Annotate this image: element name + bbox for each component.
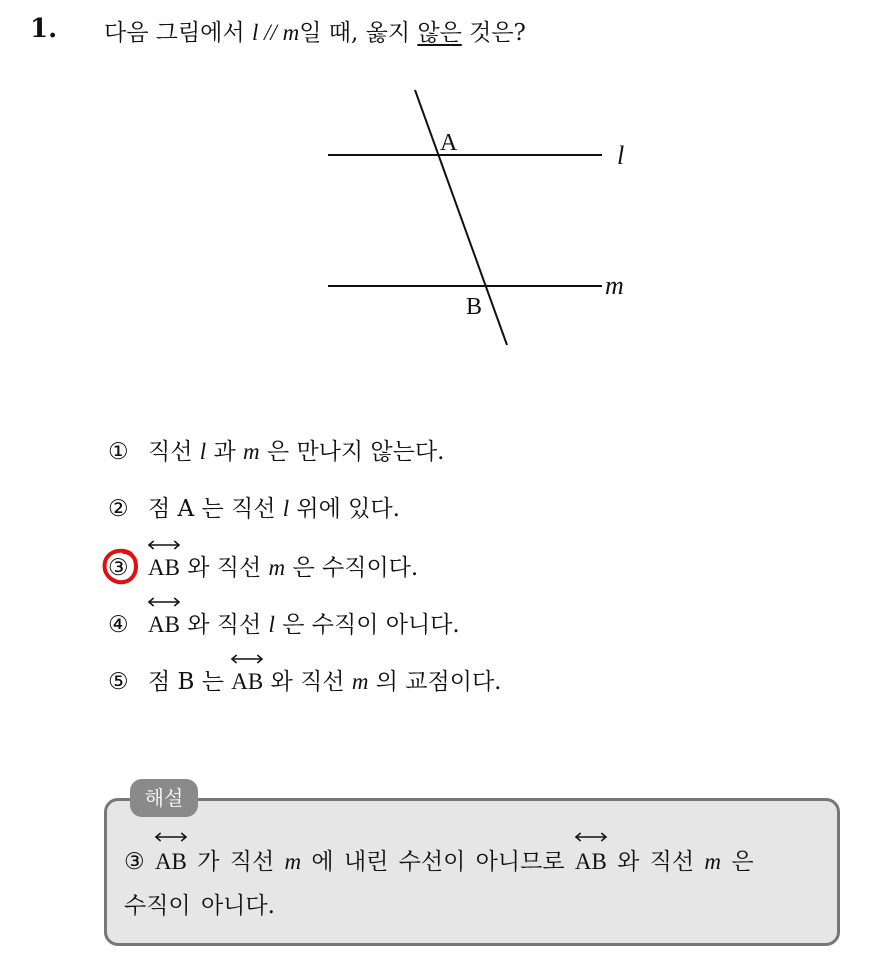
parallel-lines-figure: [300, 80, 660, 360]
solution-fragment: 와 직선: [606, 849, 705, 875]
choice-5[interactable]: [108, 660, 808, 717]
vector-ab: [575, 838, 607, 884]
choice-text: 와 직선: [179, 555, 269, 581]
vector-label: AB: [231, 669, 264, 694]
choice-4[interactable]: [108, 603, 808, 660]
double-arrow-icon: [231, 654, 263, 664]
choice-text: 직선: [148, 439, 200, 465]
vector-ab: [148, 546, 180, 588]
choice-text: 위에 있다.: [289, 496, 400, 522]
double-arrow-icon: [148, 540, 180, 550]
choice-text: 점 A 는 직선: [148, 496, 283, 522]
line-m-label: m: [605, 271, 624, 300]
choice-text: 와 직선: [263, 669, 352, 695]
choice-number: ②: [108, 496, 129, 522]
line-m-symbol: m: [282, 20, 300, 45]
line-l-symbol: l: [251, 20, 259, 45]
choice-text: 의 교점이다.: [368, 669, 502, 695]
parallel-symbol: //: [258, 20, 283, 45]
vector-label: AB: [574, 849, 607, 874]
line-symbol: m: [268, 555, 286, 580]
vector-label: AB: [148, 612, 180, 637]
transversal-line-ab: [415, 90, 507, 345]
solution-number: ③: [124, 849, 145, 875]
choice-text: 과: [206, 439, 243, 465]
choice-text: 점 B 는: [148, 669, 232, 695]
line-symbol: m: [284, 849, 302, 874]
line-symbol: l: [199, 439, 207, 464]
choice-2[interactable]: [108, 489, 808, 546]
question-number: 1.: [30, 14, 58, 44]
double-arrow-icon: [155, 832, 187, 842]
stem-text-middle: 일 때, 옳지: [299, 20, 418, 46]
vector-label: AB: [154, 849, 187, 874]
solution-fragment: 에 내린 수선이 아니므로: [301, 849, 575, 875]
line-l-label: l: [617, 141, 625, 170]
choice-number: ④: [108, 612, 129, 638]
answer-choices: [108, 432, 808, 717]
choice-text: 와 직선: [179, 612, 269, 638]
vector-ab: [231, 660, 263, 702]
point-b-label: B: [466, 294, 483, 320]
question-stem: [104, 14, 526, 47]
choice-number: ①: [108, 439, 129, 465]
line-symbol: m: [351, 669, 369, 694]
stem-underlined-word: 않은: [417, 20, 462, 46]
solution-line-2: 수직이 아니다.: [124, 893, 275, 919]
line-symbol: m: [704, 849, 722, 874]
double-arrow-icon: [575, 832, 607, 842]
line-symbol: m: [242, 439, 260, 464]
solution-fragment: 가 직선: [186, 849, 285, 875]
solution-line-1: [124, 838, 824, 884]
stem-text-after: 것은?: [461, 20, 526, 46]
line-symbol: l: [282, 496, 290, 521]
solution-text: [124, 838, 824, 928]
choice-text: 은 수직이다.: [285, 555, 419, 581]
double-arrow-icon: [148, 597, 180, 607]
line-symbol: l: [268, 612, 275, 637]
choice-number: ③: [108, 555, 129, 581]
choice-3[interactable]: [108, 546, 808, 603]
vector-ab: [148, 603, 180, 645]
solution-fragment: 은: [721, 849, 754, 875]
stem-text-before: 다음 그림에서: [104, 20, 252, 46]
choice-1[interactable]: [108, 432, 808, 489]
choice-text: 은 만나지 않는다.: [259, 439, 445, 465]
point-a-label: A: [440, 130, 458, 156]
choice-text: 은 수직이 아니다.: [274, 612, 460, 638]
vector-label: AB: [148, 555, 180, 580]
solution-tag: 해설: [130, 779, 198, 817]
vector-ab: [155, 838, 187, 884]
choice-number: ⑤: [108, 669, 129, 695]
